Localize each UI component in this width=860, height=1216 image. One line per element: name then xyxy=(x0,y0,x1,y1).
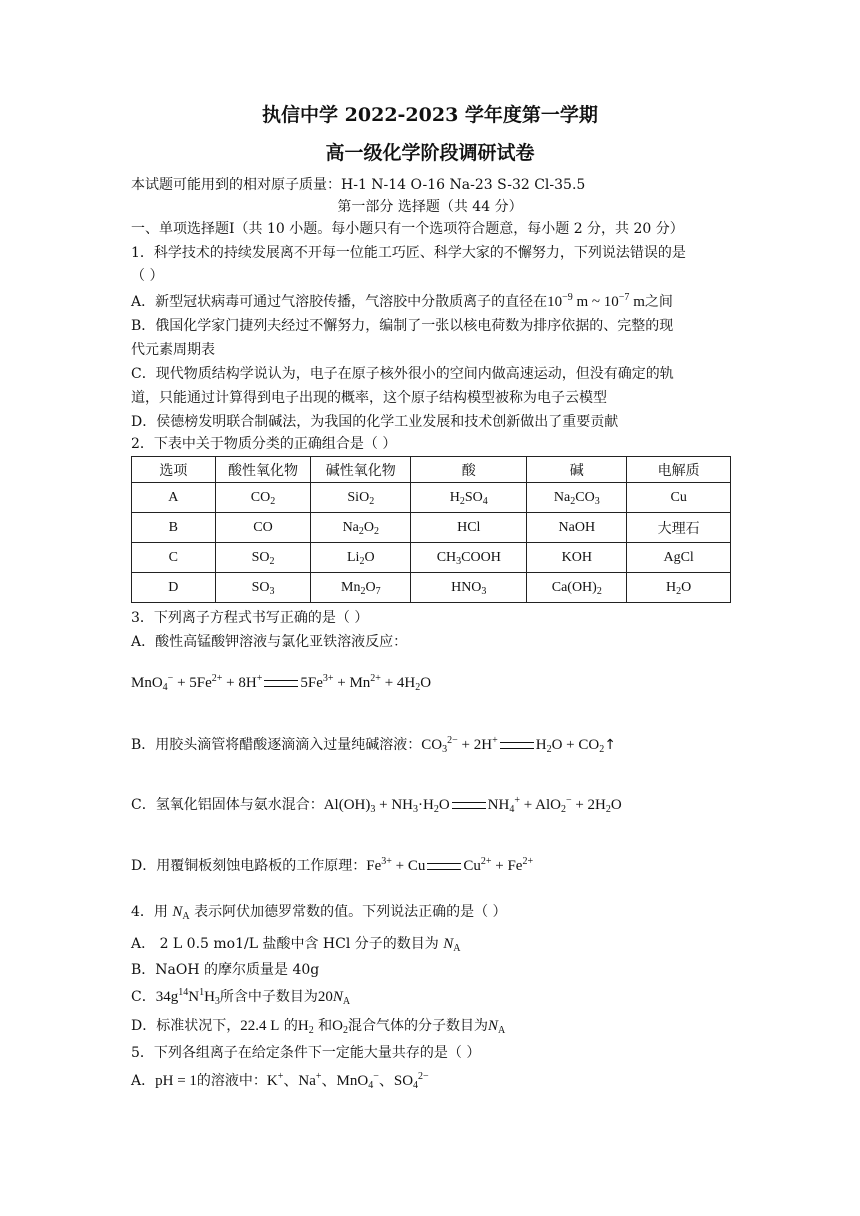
table-header: 碱性氧化物 xyxy=(311,457,411,483)
table-row xyxy=(132,573,731,603)
table-cell: Cu xyxy=(627,483,731,513)
table-cell: D xyxy=(132,573,216,603)
table-cell: KOH xyxy=(527,543,627,573)
q4-a-text: 2 L 0.5 mo1/L 盐酸中含 HCl 分子的数目为 xyxy=(155,936,439,952)
gas-arrow-icon: ↑ xyxy=(604,737,616,753)
classification-table xyxy=(131,456,731,603)
q4-c-label: C． xyxy=(131,989,156,1005)
q4-stem-post: 表示阿伏加德罗常数的值。下列说法正确的是（ ） xyxy=(194,904,507,920)
q3-c-text: C．氢氧化铝固体与氨水混合： xyxy=(131,797,324,813)
q1-option-a: A．新型冠状病毒可通过气溶胶传播，气溶胶中分散质离子的直径在$10^{-9}$ m ~ $10^{-7}$ m之间 xyxy=(131,292,673,310)
table-header: 酸 xyxy=(411,457,527,483)
q3-option-c: C．氢氧化铝固体与氨水混合：$Al(OH)_3 + NH_3\cdot H_2O$ $NH_4^+ + AlO_2^- + 2H_2O$ xyxy=(131,795,622,815)
atomic-mass-line: 本试题可能用到的相对原子质量：H-1 N-14 O-16 Na-23 S-32 Cl-35.5 xyxy=(131,177,586,193)
q4-c-text: 所含中子数目为 xyxy=(219,989,318,1005)
table-cell: $SO_2$ xyxy=(215,543,311,573)
table-cell: $Na_2O_2$ xyxy=(311,513,411,543)
q4-option-a: A． 2 L 0.5 mo1/L 盐酸中含 HCl 分子的数目为 $N_A$ xyxy=(131,936,461,954)
q4-a-label: A． xyxy=(131,936,156,952)
q4-d-text2: 混合气体的分子数目为 xyxy=(348,1018,488,1034)
table-cell: $H_2O$ xyxy=(627,573,731,603)
table-header: 电解质 xyxy=(627,457,731,483)
q4-d-and: 和 xyxy=(318,1018,333,1034)
exam-subtitle: 高一级化学阶段调研试卷 xyxy=(325,142,535,164)
q1-option-c-line1: C．现代物质结构学说认为，电子在原子核外很小的空间内做高速运动，但没有确定的轨 xyxy=(131,366,674,382)
table-cell: $Ca(OH)_2$ xyxy=(527,573,627,603)
table-cell: C xyxy=(132,543,216,573)
q3-option-d: D．用覆铜板刻蚀电路板的工作原理：$Fe^{3+} + Cu$ $Cu^{2+} + Fe^{2+}$ xyxy=(131,856,534,874)
q3-d-text: D．用覆铜板刻蚀电路板的工作原理： xyxy=(131,858,367,874)
q3-stem: 3．下列离子方程式书写正确的是（ ） xyxy=(131,610,369,626)
q4-option-c: C．$34g^{14}N^1H_3$所含中子数目为$20N_A$ xyxy=(131,987,351,1007)
q1-option-b-line2: 代元素周期表 xyxy=(131,342,215,358)
q1-paren: （ ） xyxy=(131,268,164,284)
table-row xyxy=(132,483,731,513)
table-cell: $Li_2O$ xyxy=(311,543,411,573)
table-header: 碱 xyxy=(527,457,627,483)
table-cell: $Na_2CO_3$ xyxy=(527,483,627,513)
table-cell: $CH_3COOH$ xyxy=(411,543,527,573)
table-cell: AgCl xyxy=(627,543,731,573)
q5-option-a: A．pH = 1的溶液中：K+、Na+、MnO$_4$−、$SO_4^{2-}$ xyxy=(131,1071,429,1091)
q3-b-text: B．用胶头滴管将醋酸逐滴滴入过量纯碱溶液： xyxy=(131,737,422,753)
q1-a-text: A．新型冠状病毒可通过气溶胶传播，气溶胶中分散质离子的直径在 xyxy=(131,294,548,310)
table-cell: $SO_3$ xyxy=(215,573,311,603)
q1-option-d: D．侯德榜发明联合制碱法，为我国的化学工业发展和技术创新做出了重要贡献 xyxy=(131,414,619,430)
q5-stem: 5．下列各组离子在给定条件下一定能大量共存的是（ ） xyxy=(131,1045,481,1061)
q1-a-tail: 之间 xyxy=(644,294,673,310)
table-cell: HCl xyxy=(411,513,527,543)
q3-option-b: B．用胶头滴管将醋酸逐滴滴入过量纯碱溶液：$CO_3^{2-} + 2H^+$ $H_2O$ + $CO_2↑$ xyxy=(131,735,616,755)
q4-stem-pre: 4．用 xyxy=(131,904,168,920)
q4-d-text1: 的 xyxy=(283,1018,298,1034)
q1-option-b-line1: B．俄国化学家门捷列夫经过不懈努力，编制了一张以核电荷数为排序依据的、完整的现 xyxy=(131,318,674,334)
table-cell: $H_2SO_4$ xyxy=(411,483,527,513)
table-row xyxy=(132,543,731,573)
table-header: 选项 xyxy=(132,457,216,483)
q3-option-a: A．酸性高锰酸钾溶液与氯化亚铁溶液反应： xyxy=(131,634,408,650)
q4-option-b: B．NaOH 的摩尔质量是 40g xyxy=(131,962,320,978)
table-header: 酸性氧化物 xyxy=(215,457,311,483)
table-cell: A xyxy=(132,483,216,513)
part-heading: 第一部分 选择题（共 44 分） xyxy=(337,199,523,215)
q4-option-d: D．标准状况下，22.4 L 的$H_2$ 和$O_2$混合气体的分子数目为$N_A$ xyxy=(131,1018,506,1036)
q5-a-label: A． xyxy=(131,1073,156,1089)
table-cell: B xyxy=(132,513,216,543)
table-cell: NaOH xyxy=(527,513,627,543)
exam-title: 执信中学 2022-2023 学年度第一学期 xyxy=(262,104,598,126)
table-cell: SiO$_2$ xyxy=(311,483,411,513)
section-heading: 一、单项选择题Ⅰ（共 10 小题。每小题只有一个选项符合题意，每小题 2 分，共 20 分） xyxy=(131,221,684,237)
q4-stem: 4．用 $N_A$ 表示阿伏加德罗常数的值。下列说法正确的是（ ） xyxy=(131,904,507,922)
table-cell: CO xyxy=(215,513,311,543)
q1-option-c-line2: 道，只能通过计算得到电子出现的概率，这个原子结构模型被称为电子云模型 xyxy=(131,390,607,406)
q5-a-text: 的溶液中： xyxy=(196,1073,267,1089)
q1-stem: 1．科学技术的持续发展离不开每一位能工巧匠、科学大家的不懈努力，下列说法错误的是 xyxy=(131,245,686,261)
table-cell: 大理石 xyxy=(627,513,731,543)
q2-stem: 2．下表中关于物质分类的正确组合是（ ） xyxy=(131,436,397,452)
q3-a-equation: $MnO_4^- + 5Fe^{2+} + 8H^+$ $5Fe^{3+} + Mn^{2+} + 4H_2O$ xyxy=(131,673,432,693)
q4-d-label: D．标准状况下， xyxy=(131,1018,241,1034)
table-cell: $CO_2$ xyxy=(215,483,311,513)
table-row xyxy=(132,513,731,543)
table-cell: $HNO_3$ xyxy=(411,573,527,603)
table-cell: $Mn_2O_7$ xyxy=(311,573,411,603)
table-header-row xyxy=(132,457,731,483)
